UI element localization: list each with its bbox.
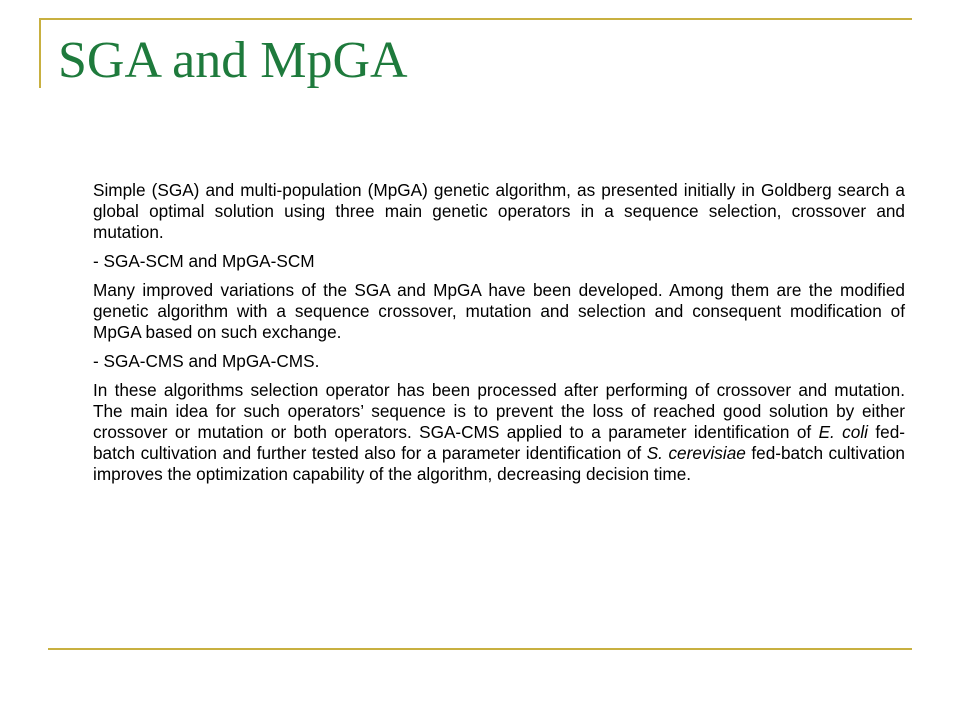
top-divider-line [40, 18, 912, 20]
bullet-sga-cms: - SGA-CMS and MpGA-CMS. [93, 351, 320, 371]
paragraph-intro: Simple (SGA) and multi-population (MpGA) genetic algorithm, as presented initially in Goldberg search a global optimal solution using three main genetic operators in a sequence selection, crossover and mutation. [93, 180, 905, 242]
paragraph-cms-text-2: fed-batch cultivation and further tested also for a parameter identification of [93, 422, 905, 463]
bullet-sga-scm: - SGA-SCM and MpGA-SCM [93, 251, 315, 271]
paragraph-cms-text-1: In these algorithms selection operator has been processed after performing of crossover and mutation. The main idea for such operators’ sequence is to prevent the loss of reached good solution by either crossover or mutation or both operators. SGA-CMS applied to a parameter identification of [93, 380, 905, 442]
left-accent-line [39, 18, 41, 88]
slide-body [93, 180, 905, 493]
paragraph-variations: Many improved variations of the SGA and MpGA have been developed. Among them are the modified genetic algorithm with a sequence crossover, mutation and selection and consequent modification of MpGA based on such exchange. [93, 280, 905, 342]
slide-title: SGA and MpGA [58, 32, 408, 89]
paragraph-cms-text-3: fed-batch cultivation improves the optimization capability of the algorithm, decreasing decision time. [93, 443, 905, 484]
bottom-divider-line [48, 648, 912, 650]
species-e-coli: E. coli [818, 422, 868, 442]
paragraph-cms-description [93, 380, 905, 485]
species-s-cerevisiae: S. cerevisiae [646, 443, 746, 463]
